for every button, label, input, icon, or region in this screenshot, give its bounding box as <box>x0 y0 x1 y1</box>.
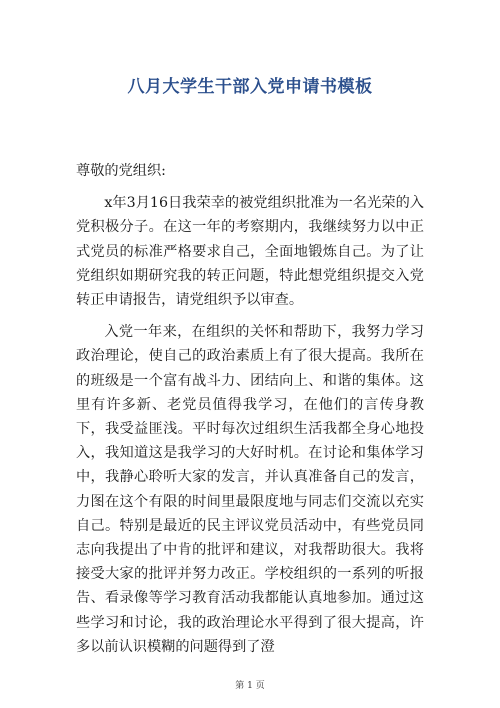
page-title: 八月大学生干部入党申请书模板 <box>127 77 373 97</box>
paragraph-1: x年3月16日我荣幸的被党组织批准为一名光荣的入党积极分子。在这一年的考察期内，我继续努力以中正式党员的标准严格要求自己，全面地锻炼自己。为了让党组织如期研究我的转正问题，特此想党组织提交入党转正申请报告，请党组织予以审查。 <box>76 195 424 309</box>
page-number: 第 1 页 <box>235 681 265 691</box>
salutation: 尊敬的党组织: <box>76 163 166 179</box>
document-body <box>76 159 424 659</box>
paragraph-2: 入党一年来，在组织的关怀和帮助下，我努力学习政治理论，使自己的政治素质上有了很大提高。我所在的班级是一个富有战斗力、团结向上、和谐的集体。这里有许多新、老党员值得我学习，在他们的言传身教下，我受益匪浅。平时每次过组织生活我都全身心地投入，我知道这是我学习的大好时机。在讨论和集体学习中，我静心聆听大家的发言，并认真准备自己的发言，力图在这个有限的时间里最限度地与同志们交流以充实自己。特别是最近的民主评议党员活动中，有些党员同志向我提出了中肯的批评和建议，对我帮助很大。我将接受大家的批评并努力改正。学校组织的一系列的听报告、看录像等学习教育活动我都能认真地参加。通过这些学习和讨论，我的政治理论水平得到了很大提高，许多以前认识模糊的问题得到了澄 <box>76 324 424 655</box>
